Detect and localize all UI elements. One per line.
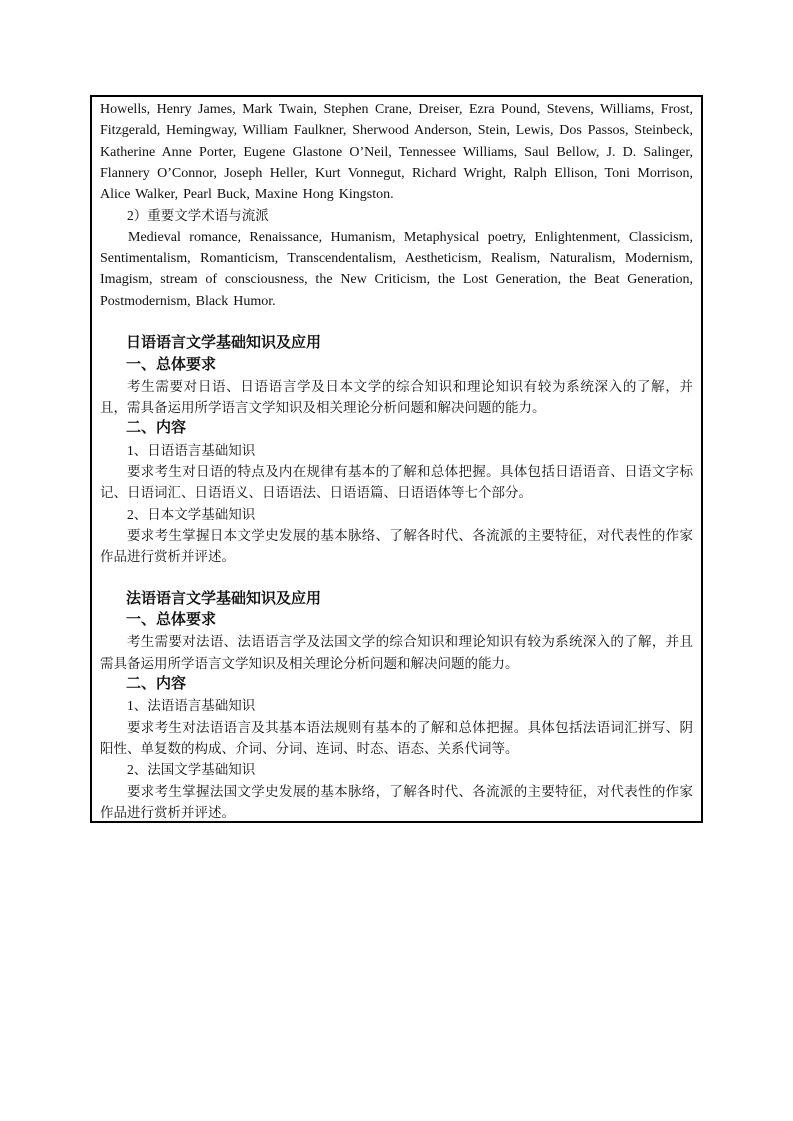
section-heading: 日语语言文学基础知识及应用: [126, 335, 322, 352]
document-table-cell: [90, 95, 703, 823]
chinese-paragraph: 2、法国文学基础知识: [127, 762, 256, 778]
chinese-paragraph: 要求考生对日语的特点及内在规律有基本的了解和总体把握。具体包括日语语音、日语文字标记、日语词汇、日语语义、日语语法、日语语篇、日语语体等七个部分。: [100, 464, 693, 501]
chinese-paragraph: 考生需要对法语、法语语言学及法国文学的综合知识和理论知识有较为系统深入的了解，并且需具备运用所学语言文学知识及相关理论分析问题和解决问题的能力。: [100, 634, 693, 671]
blank-line: [100, 312, 693, 333]
english-paragraph: Howells, Henry James, Mark Twain, Stephen Crane, Dreiser, Ezra Pound, Stevens, Williams, Frost, Fitzgerald, Hemingway, William Faulkner, Sherwood Anderson, Stein, Lewis, Dos Passos, Steinbeck, Katherine Anne Porter, Eugene Glastone O’Neil, Tennessee Williams, Saul Bellow, J. D. Salinger, Flannery O’Connor, Joseph Heller, Kurt Vonnegut, Richard Wright, Ralph Ellison, Toni Morrison, Alice Walker, Pearl Buck, Maxine Hong Kingston.: [100, 102, 693, 203]
section-heading: 法语语言文学基础知识及应用: [126, 590, 322, 607]
chinese-paragraph: 1、日语语言基础知识: [127, 442, 256, 458]
chinese-paragraph: 考生需要对日语、日语语言学及日本文学的综合知识和理论知识有较为系统深入的了解，并且，需具备运用所学语言文学知识及相关理论分析问题和解决问题的能力。: [100, 378, 693, 416]
chinese-paragraph: 要求考生对法语语言及其基本语法规则有基本的了解和总体把握。具体包括法语词汇拼写、阴阳性、单复数的构成、介词、分词、连词、时态、语态、关系代词等。: [100, 719, 693, 756]
chinese-paragraph: 要求考生掌握日本文学史发展的基本脉络、了解各时代、各流派的主要特征，对代表性的作家作品进行赏析并评述。: [100, 527, 693, 565]
chinese-paragraph: 1、法语语言基础知识: [127, 698, 256, 714]
english-paragraph: Medieval romance, Renaissance, Humanism, Metaphysical poetry, Enlightenment, Classicism, Sentimentalism, Romanticism, Transcendentalism, Aestheticism, Realism, Naturalism, Modernism, Imagism, stream of consciousness, the New Criticism, the Lost Generation, the Beat Generation, Postmodernism, Black Humor.: [100, 229, 693, 309]
section-heading: 二、内容: [126, 420, 187, 437]
chinese-paragraph: 2、日本文学基础知识: [127, 506, 256, 522]
chinese-paragraph: 2）重要文学术语与流派: [127, 208, 269, 224]
blank-line: [100, 568, 693, 589]
section-heading: 一、总体要求: [126, 356, 217, 373]
chinese-paragraph: 要求考生掌握法国文学史发展的基本脉络，了解各时代、各流派的主要特征，对代表性的作家作品进行赏析并评述。: [100, 783, 693, 820]
section-heading: 一、总体要求: [126, 612, 217, 629]
section-heading: 二、内容: [126, 676, 187, 693]
